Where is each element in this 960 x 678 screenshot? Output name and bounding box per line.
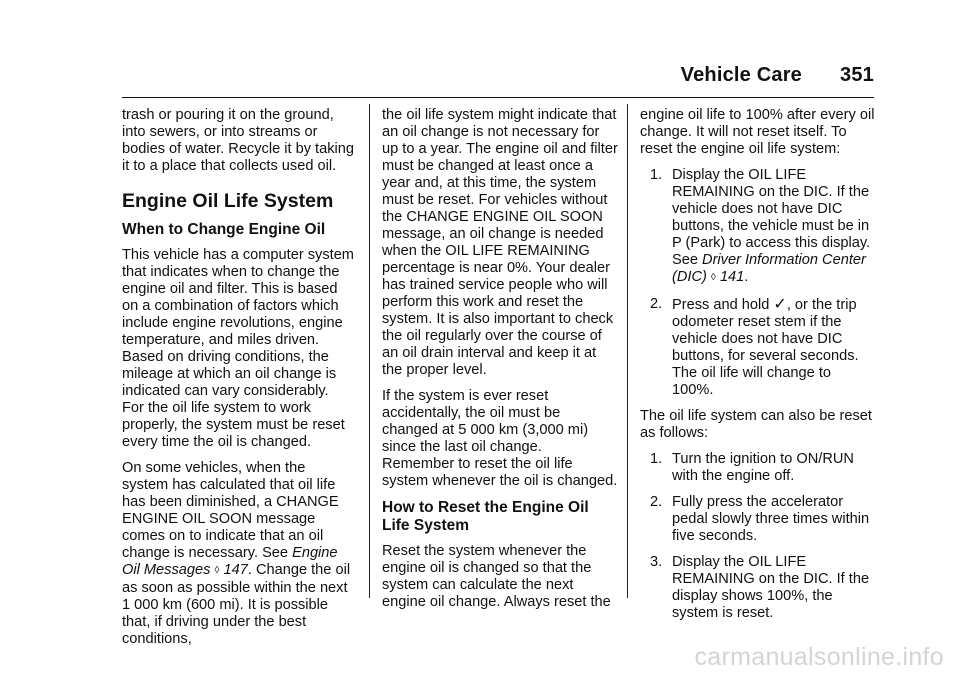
checkmark-button-icon: ✓ bbox=[773, 296, 787, 313]
subsection-heading: How to Reset the Engine Oil Life System bbox=[382, 499, 589, 534]
text: Display the OIL LIFE REMAINING on the DIC. If the vehicle does not have DIC buttons, the vehicle must be in P (Park) to access this display. See bbox=[672, 167, 871, 268]
cross-reference-link[interactable]: Driver Information Center (DIC) bbox=[672, 252, 866, 285]
page-header bbox=[681, 64, 874, 87]
text: , or the trip odometer reset stem if the vehicle does not have DIC buttons, for several seconds. The oil life will change to 100%. bbox=[672, 297, 859, 398]
header-rule bbox=[122, 97, 874, 98]
paragraph: the oil life system might indicate that an oil change is not necessary for up to a year. The engine oil and filter must be changed at least once a year and, at this time, the system must be reset. For vehicles without the CHANGE ENGINE OIL SOON message, an oil change is needed when the OIL LIFE REMAINING percentage is near 0%. Your dealer has trained service people who will perform this work and reset the system. It is also important to check the oil regularly over the course of an oil drain interval and keep it at the proper level. bbox=[382, 107, 618, 378]
column-divider bbox=[369, 104, 370, 598]
page-number: 351 bbox=[840, 64, 874, 86]
step-number: 1. bbox=[650, 451, 663, 467]
page-reference[interactable]: 141 bbox=[719, 269, 745, 285]
cross-reference-link[interactable]: Engine Oil Messages bbox=[122, 545, 338, 578]
watermark: carmanualsonline.info bbox=[694, 643, 944, 671]
list-item bbox=[640, 296, 876, 399]
page-ref-arrow-icon: ◊ bbox=[214, 565, 220, 576]
steps-list bbox=[640, 451, 876, 622]
subsection-heading: When to Change Engine Oil bbox=[122, 221, 326, 238]
page-ref-arrow-icon: ◊ bbox=[710, 272, 716, 283]
paragraph: Reset the system whenever the engine oil is changed so that the system can calculate the next engine oil change. Always reset the bbox=[382, 543, 611, 610]
text: Press and hold bbox=[672, 297, 774, 313]
text: Fully press the accelerator pedal slowly three times within five seconds. bbox=[672, 494, 870, 544]
paragraph: The oil life system can also be reset as follows: bbox=[640, 408, 872, 441]
list-item bbox=[640, 494, 876, 545]
column-2 bbox=[382, 107, 618, 620]
step-number: 2. bbox=[650, 494, 663, 510]
page-reference[interactable]: 147 bbox=[223, 562, 248, 578]
text: . bbox=[744, 269, 749, 285]
column-divider bbox=[627, 104, 628, 598]
text: Display the OIL LIFE REMAINING on the DIC. If the display shows 100%, the system is reset. bbox=[672, 554, 870, 621]
text: . Change the oil as soon as possible within the next 1 000 km (600 mi). It is possible that, if driving under the best conditions, bbox=[122, 562, 351, 647]
step-number: 1. bbox=[650, 167, 663, 183]
paragraph bbox=[122, 460, 354, 648]
list-item bbox=[640, 167, 876, 287]
step-number: 3. bbox=[650, 554, 663, 570]
column-1 bbox=[122, 107, 354, 657]
step-number: 2. bbox=[650, 296, 663, 312]
paragraph: engine oil life to 100% after every oil change. It will not reset itself. To reset the engine oil life system: bbox=[640, 107, 875, 157]
paragraph: This vehicle has a computer system that indicates when to change the engine oil and filter. This is based on a combination of factors which include engine revolutions, engine temperature, and miles driven. Based on driving conditions, the mileage at which an oil change is indicated can vary considerably. For the oil life system to work properly, the system must be reset every time the oil is changed. bbox=[122, 247, 354, 450]
paragraph: If the system is ever reset accidentally, the oil must be changed at 5 000 km (3,000 mi) since the last oil change. Remember to reset the oil life system whenever the oil is changed. bbox=[382, 388, 618, 489]
steps-list bbox=[640, 167, 876, 399]
list-item bbox=[640, 451, 876, 485]
section-title: Vehicle Care bbox=[680, 64, 803, 86]
section-heading: Engine Oil Life System bbox=[122, 190, 334, 212]
text: On some vehicles, when the system has calculated that oil life has been diminished, a CHANGE ENGINE OIL SOON message comes on to indicate that an oil change is necessary. See bbox=[122, 460, 339, 561]
text: Turn the ignition to ON/RUN with the engine off. bbox=[672, 451, 854, 484]
paragraph: trash or pouring it on the ground, into sewers, or into streams or bodies of water. Recycle it by taking it to a place that collects used oil. bbox=[122, 107, 354, 174]
list-item bbox=[640, 554, 876, 622]
column-3 bbox=[640, 107, 876, 631]
